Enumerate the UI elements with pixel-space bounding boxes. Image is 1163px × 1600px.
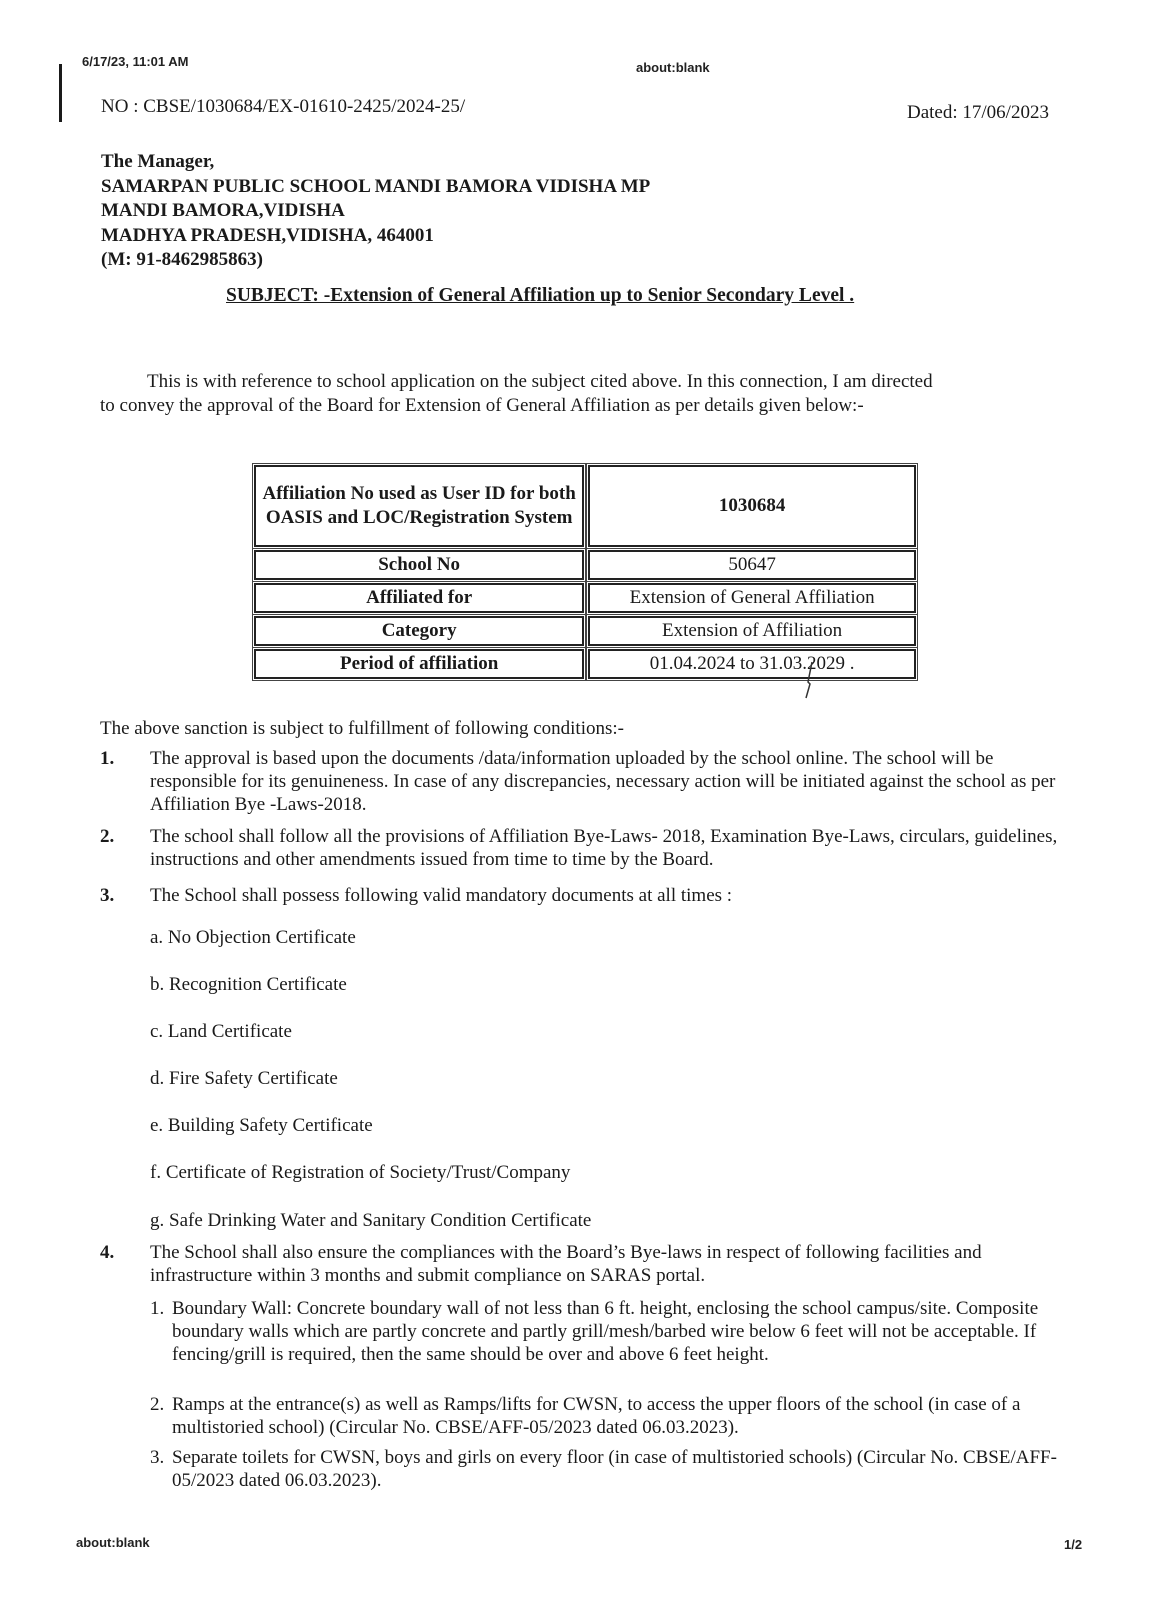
condition-number: 4. [100, 1242, 115, 1263]
document-item: g. Safe Drinking Water and Sanitary Condition Certificate [150, 1210, 592, 1231]
facility-number: 2. [150, 1394, 165, 1415]
facility-number: 3. [150, 1447, 165, 1468]
page-number: 1/2 [1064, 1537, 1083, 1552]
condition-text: The School shall possess following valid mandatory documents at all times : [150, 885, 733, 906]
facility-text: Ramps at the entrance(s) as well as Ramps/lifts for CWSN, to access the upper floors of the school (in case of a multistoried school) (Circular No. CBSE/AFF-05/2023 dated 06.03.2023). [172, 1394, 1021, 1438]
document-item: e. Building Safety Certificate [150, 1115, 373, 1136]
facility-item [150, 1297, 1060, 1366]
affiliation-details-table [254, 462, 916, 682]
pen-mark [800, 660, 820, 700]
facility-text: Boundary Wall: Concrete boundary wall of not less than 6 ft. height, enclosing the school campus/site. Composite boundary walls which are partly concrete and partly grill/mesh/barbed wire below 6 feet will not be acceptable. If fencing/grill is required, then the same should be over and above 6 feet height. [172, 1298, 1039, 1365]
table-label: Period of affiliation [254, 649, 584, 679]
condition-item [100, 747, 1060, 816]
address-line: MANDI BAMORA,VIDISHA [101, 200, 345, 221]
condition-item [100, 884, 1060, 907]
address-line: The Manager, [101, 151, 215, 172]
condition-number: 1. [100, 748, 115, 769]
print-datetime: 6/17/23, 11:01 AM [82, 54, 189, 69]
condition-number: 2. [100, 826, 115, 847]
facility-number: 1. [150, 1298, 165, 1319]
intro-paragraph [100, 370, 1075, 418]
condition-item [100, 1241, 1060, 1287]
table-value: Extension of Affiliation [588, 616, 916, 646]
table-label: School No [254, 550, 584, 580]
address-line: MADHYA PRADESH,VIDISHA, 464001 [101, 224, 434, 246]
letter-date: Dated: 17/06/2023 [907, 102, 1049, 123]
condition-text: The approval is based upon the documents /data/information uploaded by the school online. The school will be responsible for its genuineness. In case of any discrepancies, necessary action will be initiated against the school as per Affiliation Bye -Laws-2018. [150, 748, 1056, 815]
table-row [254, 616, 916, 646]
table-row [254, 550, 916, 580]
facility-text: Separate toilets for CWSN, boys and girls on every floor (in case of multistoried schools) (Circular No. CBSE/AFF-05/2023 dated 06.03.2023). [172, 1447, 1057, 1491]
margin-mark [59, 64, 62, 122]
table-value: Extension of General Affiliation [588, 583, 916, 613]
table-row [254, 583, 916, 613]
print-url-header: about:blank [636, 60, 710, 75]
document-item: f. Certificate of Registration of Society/Trust/Company [150, 1162, 571, 1183]
table-label: Affiliated for [254, 583, 584, 613]
table-row [254, 465, 916, 547]
facility-item [150, 1446, 1060, 1492]
table-label: Affiliation No used as User ID for both OASIS and LOC/Registration System [254, 465, 584, 547]
document-item: d. Fire Safety Certificate [150, 1068, 338, 1089]
address-line: SAMARPAN PUBLIC SCHOOL MANDI BAMORA VIDISHA MP [101, 175, 651, 197]
reference-number: NO : CBSE/1030684/EX-01610-2425/2024-25/ [101, 96, 466, 117]
table-value: 01.04.2024 to 31.03.2029 . [588, 649, 916, 679]
condition-number: 3. [100, 885, 115, 906]
condition-item [100, 825, 1060, 871]
table-value: 1030684 [588, 465, 916, 547]
address-line: (M: 91-8462985863) [101, 249, 263, 270]
condition-text: The school shall follow all the provisions of Affiliation Bye-Laws- 2018, Examination Bye-Laws, circulars, guidelines, instructions and other amendments issued from time to time by the Board. [150, 826, 1058, 870]
condition-text: The School shall also ensure the compliances with the Board’s Bye-laws in respect of following facilities and infrastructure within 3 months and submit compliance on SARAS portal. [150, 1242, 982, 1286]
conditions-intro: The above sanction is subject to fulfillment of following conditions:- [100, 718, 624, 739]
document-item: c. Land Certificate [150, 1021, 292, 1042]
table-label: Category [254, 616, 584, 646]
recipient-address [101, 150, 650, 273]
facility-item [150, 1393, 1060, 1439]
subject-line: SUBJECT: -Extension of General Affiliation up to Senior Secondary Level . [226, 285, 855, 306]
intro-line: to convey the approval of the Board for Extension of General Affiliation as per details given below:- [100, 395, 864, 416]
document-item: a. No Objection Certificate [150, 927, 356, 948]
document-item: b. Recognition Certificate [150, 974, 347, 995]
print-url-footer: about:blank [76, 1535, 150, 1550]
intro-line: This is with reference to school application on the subject cited above. In this connection, I am directed [147, 371, 933, 392]
table-value: 50647 [588, 550, 916, 580]
